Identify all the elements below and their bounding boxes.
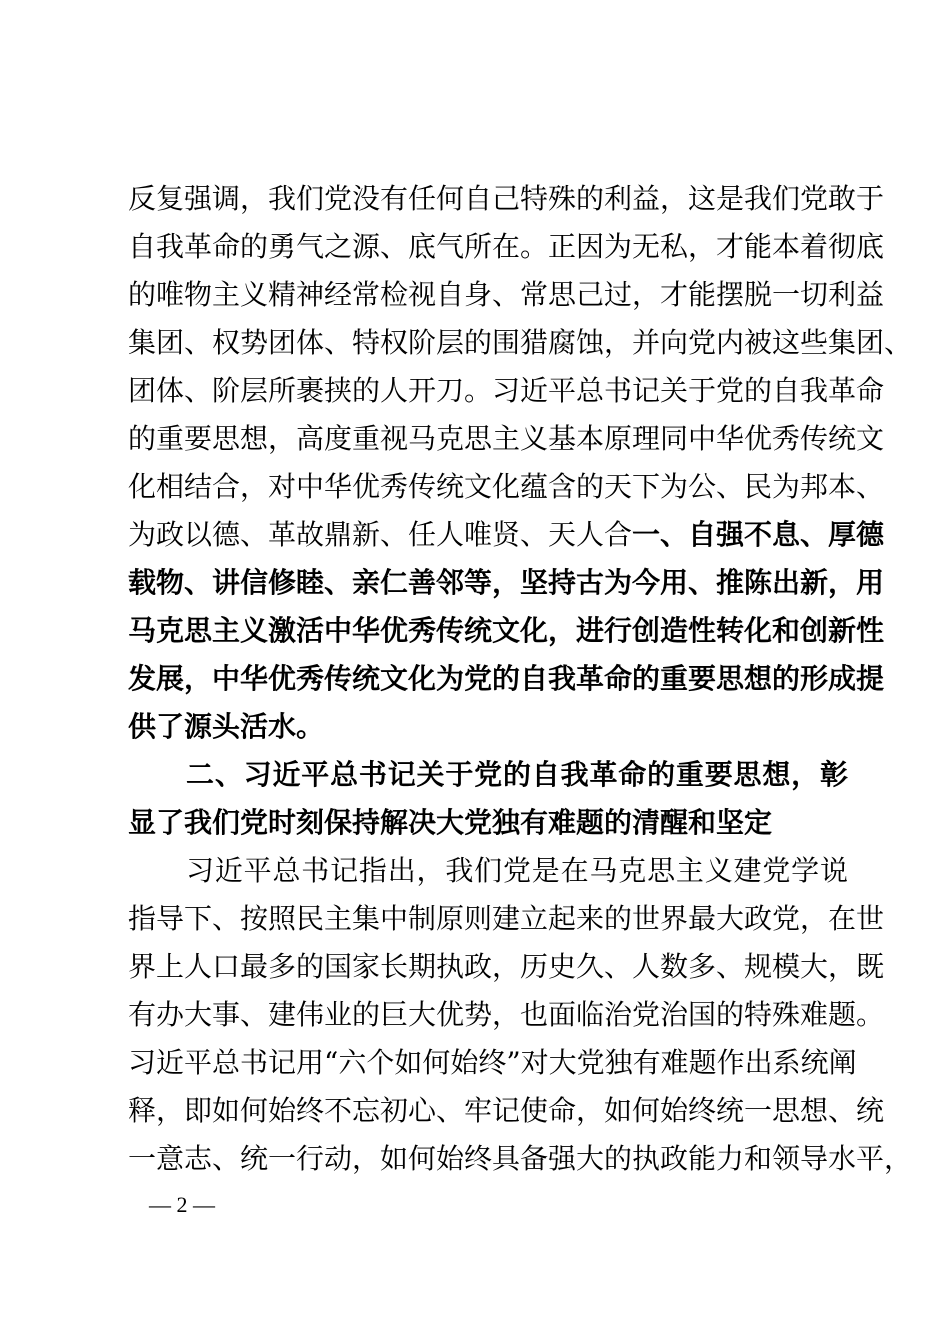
bold-text-line: 载物、讲信修睦、亲仁善邻等，坚持古为今用、推陈出新，用	[128, 566, 885, 599]
body-text-line: 一意志、统一行动，如何始终具备强大的执政能力和领导水平，	[128, 1142, 913, 1175]
bold-text-line: 发展，中华优秀传统文化为党的自我革命的重要思想的形成提	[128, 662, 885, 695]
body-text-line: 反复强调，我们党没有任何自己特殊的利益，这是我们党敢于	[128, 182, 885, 215]
body-text-line: 有办大事、建伟业的巨大优势，也面临治党治国的特殊难题。	[128, 998, 885, 1031]
body-text-line: 习近平总书记指出，我们党是在马克思主义建党学说	[186, 854, 848, 887]
body-text-line: 的重要思想，高度重视马克思主义基本原理同中华优秀传统文	[128, 422, 885, 455]
body-text-line: 团体、阶层所裹挟的人开刀。习近平总书记关于党的自我革命	[128, 374, 885, 407]
body-text-line-mixed	[128, 516, 884, 554]
body-text-line: 集团、权势团体、特权阶层的围猎腐蚀，并向党内被这些集团、	[128, 326, 913, 359]
body-text-bold-segment: 一、自强不息、厚德	[632, 518, 885, 551]
section-heading-line-2: 显了我们党时刻保持解决大党独有难题的清醒和坚定	[128, 806, 773, 839]
body-text-line: 化相结合，对中华优秀传统文化蕴含的天下为公、民为邦本、	[128, 470, 885, 503]
page-number: — 2 —	[149, 1192, 215, 1217]
body-text-line: 指导下、按照民主集中制原则建立起来的世界最大政党，在世	[128, 902, 885, 935]
bold-text-line: 供了源头活水。	[128, 710, 325, 743]
body-text-line: 释，即如何始终不忘初心、牢记使命，如何始终统一思想、统	[128, 1094, 885, 1127]
body-text-line: 习近平总书记用“六个如何始终”对大党独有难题作出系统阐	[128, 1046, 857, 1079]
body-text-line: 自我革命的勇气之源、底气所在。正因为无私，才能本着彻底	[128, 230, 885, 263]
section-heading-line-1: 二、习近平总书记关于党的自我革命的重要思想，彰	[186, 758, 848, 791]
body-text-line: 的唯物主义精神经常检视自身、常思己过，才能摆脱一切利益	[128, 278, 885, 311]
body-text-normal-segment: 为政以德、革故鼎新、任人唯贤、天人合	[128, 518, 633, 551]
body-text-line: 界上人口最多的国家长期执政，历史久、人数多、规模大，既	[128, 950, 885, 983]
bold-text-line: 马克思主义激活中华优秀传统文化，进行创造性转化和创新性	[128, 614, 885, 647]
